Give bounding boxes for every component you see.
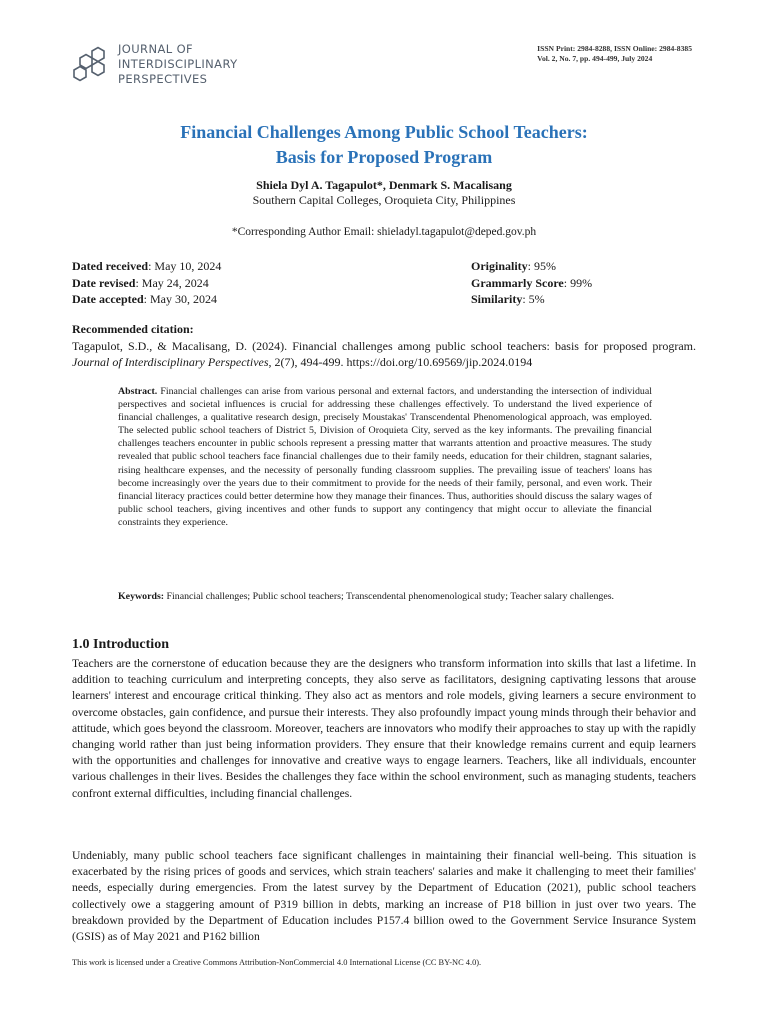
- issue-metadata: [537, 44, 692, 64]
- date-revised: [72, 275, 221, 292]
- keywords-label: Keywords:: [118, 591, 165, 602]
- paragraph: Teachers are the cornerstone of education because they are the designers who transform information into skills that last a lifetime. In addition to teaching curriculum and interpreting concepts, they also serve as facilitators, designing captivating lessons that arouse learners' interest and encourage critical thinking. They also act as mentors and role models, giving learners a secure environment to overcome obstacles, gain confidence, and pursue their interests. They also profoundly impact young minds through their behavior and attitude, which goes beyond the classroom. Moreover, teachers are innovators who modify their approaches to stay up with the rapidly changing world rather than just being information providers. They ensure that their knowledge remains current and equip learners with the opportunities and challenges for innovative and creative ways to engage learners. Teachers, like all individuals, encounter various challenges in their lives. Besides the challenges they face within the school environment, such as managing students, teachers confront external difficulties, including financial challenges.: [72, 657, 696, 800]
- logo-line: JOURNAL OF: [118, 42, 194, 56]
- originality-label: Originality: [471, 259, 528, 273]
- citation-text: [72, 338, 696, 370]
- article-dates: [72, 258, 221, 308]
- date-received-label: Dated received: [72, 259, 149, 273]
- date-revised-value: : May 24, 2024: [135, 275, 209, 290]
- affiliation: Southern Capital Colleges, Oroquieta City, Philippines: [252, 193, 516, 207]
- similarity: [471, 291, 592, 308]
- originality: [471, 258, 592, 275]
- title-line: Financial Challenges Among Public School Teachers:: [180, 122, 588, 142]
- grammarly-label: Grammarly Score: [471, 275, 564, 290]
- logo-line: PERSPECTIVES: [118, 72, 208, 86]
- abstract-label: Abstract.: [118, 386, 158, 397]
- date-received: [72, 258, 221, 275]
- similarity-label: Similarity: [471, 292, 523, 306]
- date-accepted-label: Date accepted: [72, 292, 144, 306]
- abstract-text: Financial challenges can arise from various personal and external factors, and understanding the intersection of individual perspectives and societal influences is crucial for addressing these challenges effectively. To understand the lived experience of financial challenges, a qualitative research design, precisely Moustakas' Transcendental Phenomenological approach, was employed. The selected public school teachers of District 5, Division of Oroquieta City, served as the key informants. The prevailing financial challenges teachers encounter in public schools represent a pressing matter that warrants attention and proactive measures. The study revealed that public school teachers face financial challenges due to their family needs, education for their children, stagnant salaries, rising healthcare expenses, and the necessity of personally funding classroom supplies. The prevailing issue of teachers' loans has become increasingly over the years due to their commitment to provide for the needs of their family, personal, and even work. Their financial literacy practices could better determine how they manage their finances. Thus, authorities should discuss the salary wages of public school teachers, giving incentives and other funds to support any contingency that might occur to alleviate the financial constraints they experience.: [118, 386, 652, 528]
- title-line: Basis for Proposed Program: [275, 147, 493, 167]
- citation-heading: Recommended citation:: [72, 322, 194, 336]
- citation-start: Tagapulot, S.D., & Macalisang, D. (2024). Financial challenges among public school teachers: basis for proposed program.: [72, 339, 696, 353]
- date-revised-label: Date revised: [72, 275, 136, 290]
- journal-name: [118, 42, 238, 87]
- keywords-text: Financial challenges; Public school teachers; Transcendental phenomenological study; Teacher salary challenges.: [164, 591, 615, 602]
- article-title: [0, 120, 768, 170]
- article-scores: [471, 258, 592, 308]
- keywords: [118, 590, 652, 603]
- grammarly: [471, 275, 592, 292]
- authors: Shiela Dyl A. Tagapulot*, Denmark S. Macalisang: [256, 178, 512, 192]
- journal-logo: [70, 42, 240, 92]
- license-footer: This work is licensed under a Creative Commons Attribution-NonCommercial 4.0 International License (CC BY-NC 4.0).: [72, 958, 482, 967]
- hexagon-molecule-icon: [70, 44, 114, 84]
- grammarly-value: : 99%: [563, 275, 593, 290]
- date-accepted-value: : May 30, 2024: [143, 292, 217, 306]
- abstract: [118, 385, 652, 529]
- similarity-value: : 5%: [522, 292, 545, 306]
- date-accepted: [72, 291, 221, 308]
- logo-line: INTERDISCIPLINARY: [118, 57, 238, 71]
- section-heading: 1.0 Introduction: [72, 637, 169, 652]
- date-received-value: : May 10, 2024: [148, 259, 222, 273]
- corresponding-author: *Corresponding Author Email: shieladyl.tagapulot@deped.gov.ph: [231, 226, 537, 238]
- originality-value: : 95%: [527, 259, 557, 273]
- citation-end: , 2(7), 494-499. https://doi.org/10.69569/jip.2024.0194: [268, 355, 533, 369]
- paragraph: Undeniably, many public school teachers face significant challenges in maintaining their financial well-being. This situation is exacerbated by the rising prices of goods and services, which strain teachers' salaries and make it challenging to meet their families' needs, especially during emergencies. From the latest survey by the Department of Education (2021), public school teachers collectively owe a staggering amount of P319 billion in debts, marking an increase of P18 billion in just over two years. The breakdown provided by the Department of Education includes P157.4 billion owed to the Government Service Insurance System (GSIS) as of May 2021 and P162 billion: [72, 849, 696, 944]
- issn: ISSN Print: 2984-8288, ISSN Online: 2984-8385: [537, 44, 692, 53]
- citation-journal: Journal of Interdisciplinary Perspectives: [72, 355, 269, 369]
- volume-info: Vol. 2, No. 7, pp. 494-499, July 2024: [537, 54, 653, 63]
